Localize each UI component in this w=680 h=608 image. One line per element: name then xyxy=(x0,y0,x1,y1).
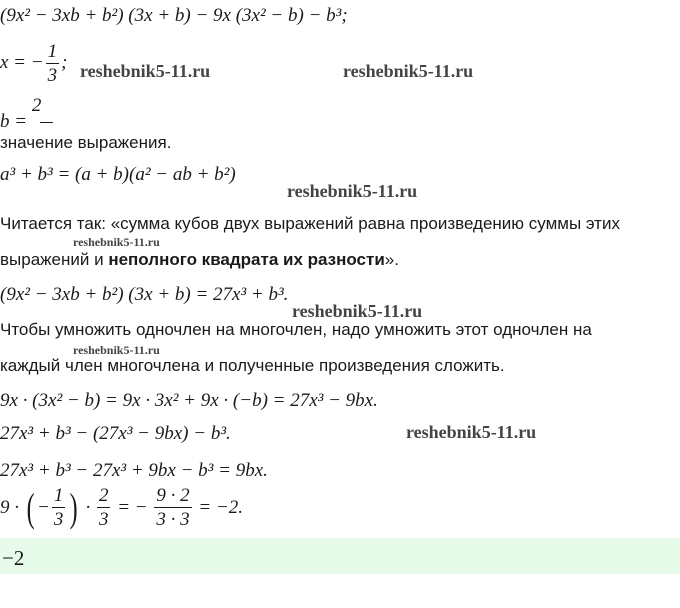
reading-text-line-2: выражений и неполного квадрата их разности». xyxy=(0,250,399,269)
step-2: 27x³ + b³ − (27x³ − 9bx) − b³. xyxy=(0,423,231,444)
fraction-1: $\frac{1}{3}$ xyxy=(53,485,64,530)
bold-phrase: неполного квадрата их разности xyxy=(108,250,385,269)
x-fraction: $\frac{1}{3}$ xyxy=(47,41,58,86)
fraction-2: $\frac{2}{3}$ xyxy=(98,485,109,530)
watermark: reshebnik5-11.ru xyxy=(73,235,160,249)
product-line: (9x² − 3xb + b²) (3x + b) = 27x³ + b³. xyxy=(0,284,289,305)
answer-value: −2 xyxy=(2,546,25,570)
rule-text-line-2: каждый член многочлена и полученные произведения сложить. xyxy=(0,356,505,375)
watermark: reshebnik5-11.ru xyxy=(287,181,418,201)
watermark: reshebnik5-11.ru xyxy=(292,301,423,321)
step-3: 27x³ + b³ − 27x³ + 9bx − b³ = 9bx. xyxy=(0,460,268,481)
watermark: reshebnik5-11.ru xyxy=(80,61,211,81)
sum-of-cubes-identity: a³ + b³ = (a + b)(a² − ab + b²) xyxy=(0,164,236,185)
answer-box xyxy=(0,538,680,574)
b-fraction-bar xyxy=(40,122,53,123)
x-value-line: x = − $\frac{1}{3}$ ; xyxy=(0,41,68,86)
watermark: reshebnik5-11.ru xyxy=(406,422,537,442)
step-4: 9 · ( − $\frac{1}{3}$ ) · $\frac{2}{3}$ = − $\frac{9 \cdot 2}{3 \cdot 3}$ = −2. xyxy=(0,484,244,530)
value-text: значение выражения. xyxy=(0,133,172,152)
b-value-line: b = 2 xyxy=(0,95,42,132)
reading-text-line-1: Читается так: «сумма кубов двух выражений равна произведению суммы этих xyxy=(0,214,620,233)
expression-line: (9x² − 3xb + b²) (3x + b) − 9x (3x² − b) − b³; xyxy=(0,5,348,26)
step-1: 9x · (3x² − b) = 9x · 3x² + 9x · (−b) = 27x³ − 9bx. xyxy=(0,390,378,411)
fraction-3: $\frac{9 \cdot 2}{3 \cdot 3}$ xyxy=(156,485,190,530)
rule-text-line-1: Чтобы умножить одночлен на многочлен, надо умножить этот одночлен на xyxy=(0,320,592,339)
watermark: reshebnik5-11.ru xyxy=(73,343,160,357)
watermark: reshebnik5-11.ru xyxy=(343,61,474,81)
